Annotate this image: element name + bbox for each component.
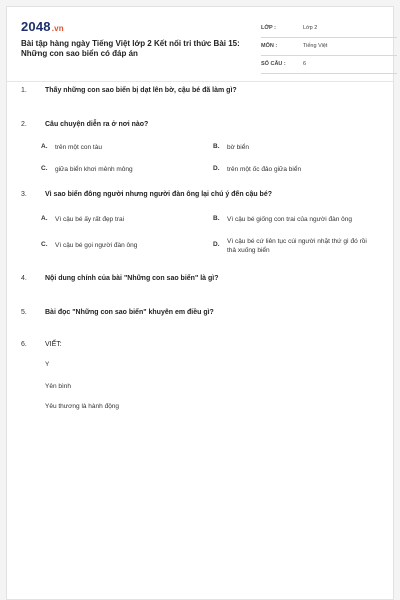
question-text: Thấy những con sao biển bị dạt lên bờ, cậu bé đã làm gì?: [45, 87, 237, 94]
header-divider: [7, 81, 393, 82]
site-logo[interactable]: [21, 19, 64, 34]
option-text: Vì cậu bé giống con trai của người đàn ông: [227, 216, 352, 223]
option-letter: A.: [41, 215, 48, 222]
question-text: Vì sao biển đông người nhưng người đàn ông lại chú ý đến cậu bé?: [45, 191, 272, 198]
meta-label: LỚP :: [261, 25, 276, 31]
option-text: Vì cậu bé cứ liên tục cúi người nhặt thứ gì đó rồi thả xuống biển: [227, 238, 367, 254]
meta-row-subject: [261, 41, 397, 56]
question-number: 5.: [21, 309, 27, 316]
option-text: Vì cậu bé ấy rất đẹp trai: [55, 216, 125, 223]
meta-row-count: [261, 59, 397, 74]
option-text: giữa biển khơi mênh mông: [55, 166, 133, 173]
question-text: VIẾT:: [45, 341, 62, 348]
option-text: trên một con tàu: [55, 144, 102, 151]
option-letter: D.: [213, 165, 220, 172]
worksheet-title: Bài tập hàng ngày Tiếng Việt lớp 2 Kết nối tri thức Bài 15: Những con sao biển có đáp án: [21, 39, 240, 58]
worksheet-page: [6, 6, 394, 600]
option-text: bờ biển: [227, 144, 249, 151]
question-text: Bài đọc "Những con sao biển" khuyên em điều gì?: [45, 309, 214, 316]
question-number: 4.: [21, 275, 27, 282]
question-text: Câu chuyện diễn ra ở nơi nào?: [45, 121, 149, 128]
meta-value: 6: [303, 61, 307, 67]
meta-value: Lớp 2: [303, 25, 318, 31]
question-number: 2.: [21, 121, 27, 128]
logo-suffix: .vn: [51, 24, 64, 33]
logo-main: 2048: [21, 19, 51, 34]
writing-line: Yên bình: [45, 383, 72, 390]
question-number: 6.: [21, 341, 27, 348]
option-letter: D.: [213, 241, 220, 248]
writing-line: Y: [45, 361, 50, 368]
meta-row-class: [261, 23, 397, 38]
worksheet-meta: [261, 23, 397, 77]
meta-label: SỐ CÂU :: [261, 61, 286, 67]
meta-label: MÔN :: [261, 43, 278, 49]
option-letter: C.: [41, 165, 48, 172]
option-text: trên một ốc đảo giữa biển: [227, 166, 302, 173]
option-letter: B.: [213, 143, 220, 150]
question-text: Nội dung chính của bài "Những con sao biển" là gì?: [45, 275, 219, 282]
option-text: Vì cậu bé gọi người đàn ông: [55, 242, 138, 249]
option-letter: B.: [213, 215, 220, 222]
meta-value: Tiếng Việt: [303, 43, 328, 49]
writing-line: Yêu thương là hành động: [45, 403, 120, 410]
question-number: 1.: [21, 87, 27, 94]
option-letter: A.: [41, 143, 48, 150]
option-letter: C.: [41, 241, 48, 248]
worksheet-header: [21, 19, 383, 77]
question-number: 3.: [21, 191, 27, 198]
